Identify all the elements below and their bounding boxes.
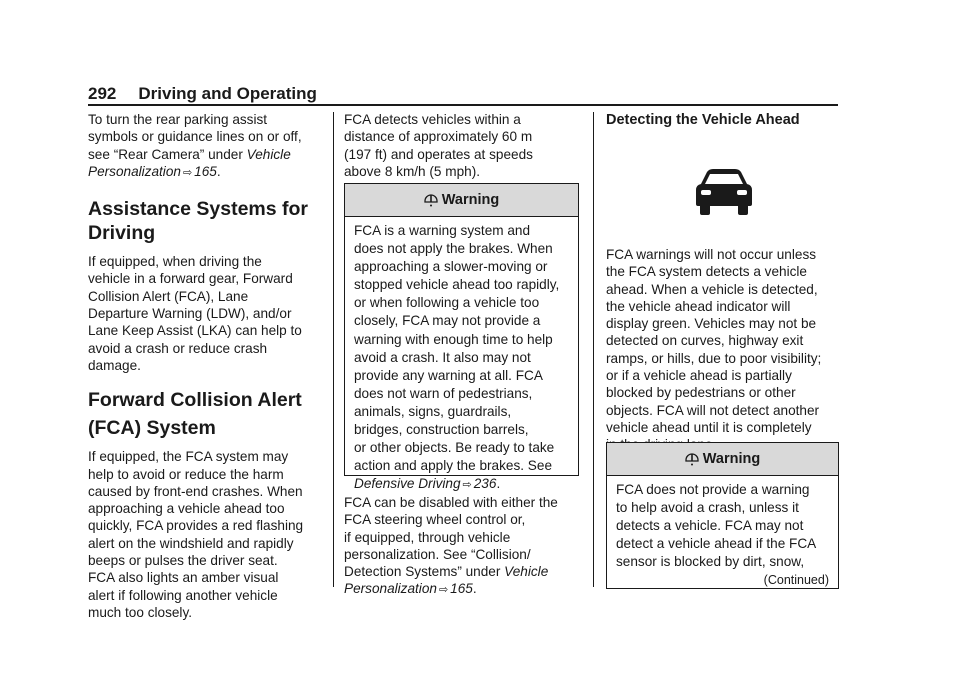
defensive-driving-page[interactable]: 236 <box>473 476 497 492</box>
intro-ref2-link[interactable]: Personalization <box>88 163 181 179</box>
column-3-body <box>606 246 846 454</box>
text-line: or other objects. Be ready to take <box>354 440 555 456</box>
vehicle-link[interactable]: Vehicle <box>504 564 549 580</box>
text-line: to help avoid a crash, unless it <box>616 500 799 516</box>
text-line: help to avoid or reduce the harm <box>88 466 284 482</box>
text-line: Departure Warning (LDW), and/or <box>88 306 292 322</box>
text-line: avoid a crash or reduce crash <box>88 340 268 356</box>
text-line: Collision Alert (FCA), Lane <box>88 288 249 304</box>
text-line: animals, signs, guardrails, <box>354 403 512 419</box>
intro-line-1: To turn the rear parking assist <box>88 112 268 127</box>
text-line: ramps, or hills, due to poor visibility; <box>606 350 822 366</box>
text-line: display green. Vehicles may not be <box>606 316 817 332</box>
text-line: if equipped, through vehicle <box>344 529 511 545</box>
intro-line-2: symbols or guidance lines on or off, <box>88 129 302 145</box>
text-line: avoid a crash. It also may not <box>354 349 531 365</box>
warning-box-detect <box>606 442 839 589</box>
text-line: quickly, FCA provides a red flashing <box>88 518 304 534</box>
text-line: the FCA system detects a vehicle <box>606 264 807 280</box>
text-line: does not warn of pedestrians, <box>354 385 533 401</box>
text-line: personalization. See “Collision/ <box>344 546 531 562</box>
text-line: ahead. When a vehicle is detected, <box>606 281 818 297</box>
intro-line-3 <box>88 146 328 163</box>
text-line: detects a vehicle. FCA may not <box>616 518 804 534</box>
page-ref-arrow-icon: ⇨ <box>182 166 193 179</box>
text-line: FCA warnings will not occur unless <box>606 247 817 262</box>
defensive-driving-link[interactable]: Defensive Driving <box>354 476 461 492</box>
warning-header <box>345 184 578 217</box>
heading-detecting: Detecting the Vehicle Ahead <box>606 112 800 128</box>
warning-header <box>607 443 838 476</box>
text-line: or when following a vehicle too <box>354 295 540 311</box>
warning-body <box>345 217 578 494</box>
para2-end: . <box>472 581 477 597</box>
text-line: FCA can be disabled with either the <box>344 495 558 510</box>
text-line: beeps or pulses the driver seat. <box>88 553 278 569</box>
text-line: bridges, construction barrels, <box>354 422 529 438</box>
text-line: FCA detects vehicles within a <box>344 112 521 127</box>
heading-fca-1: Forward Collision Alert <box>88 389 302 412</box>
text-line: alert on the windshield and rapidly <box>88 535 294 551</box>
heading-assistance-2: Driving <box>88 222 156 245</box>
text-line: closely, FCA may not provide a <box>354 313 541 329</box>
text-line: If equipped, the FCA system may <box>88 449 289 465</box>
text-line: approaching a vehicle ahead too <box>88 501 285 517</box>
text-line: approaching a slower-moving or <box>354 259 548 275</box>
header-rule <box>88 104 838 106</box>
text-line: FCA also lights an amber visual <box>88 570 279 586</box>
page-ref-arrow-icon: ⇨ <box>438 584 449 597</box>
column-3 <box>606 111 846 129</box>
text-line: provide any warning at all. FCA <box>354 367 543 383</box>
text-line: vehicle ahead until it is completely <box>606 419 812 435</box>
page-ref-arrow-icon: ⇨ <box>462 479 472 492</box>
column-2-lower <box>344 494 589 600</box>
text-line: If equipped, when driving the <box>88 254 262 270</box>
warning-body <box>607 476 838 590</box>
column-divider-2 <box>593 112 594 587</box>
text-line: above 8 km/h (5 mph). <box>344 163 480 179</box>
text-line <box>344 563 589 580</box>
column-1 <box>88 111 328 621</box>
text-line: action and apply the brakes. See <box>354 458 552 474</box>
warning-triangle-icon <box>424 193 438 208</box>
intro-ref-prefix: see “Rear Camera” under <box>88 146 247 162</box>
intro-line-4 <box>88 163 328 182</box>
heading-assistance-1: Assistance Systems for <box>88 198 309 221</box>
intro-ref2-page[interactable]: 165 <box>194 163 217 179</box>
warning-box-fca <box>344 183 579 492</box>
intro-ref-link[interactable]: Vehicle <box>246 146 291 162</box>
text-line: FCA steering wheel control or, <box>344 512 526 528</box>
column-divider-1 <box>333 112 334 587</box>
text-line: alert if following another vehicle <box>88 587 278 603</box>
text-line: FCA is a warning system and <box>354 223 531 238</box>
warning-triangle-icon <box>685 452 699 467</box>
assistance-paragraph <box>88 253 328 374</box>
text-line: Lane Keep Assist (LKA) can help to <box>88 323 302 339</box>
warning-ref-line <box>354 475 569 494</box>
heading-fca-2: (FCA) System <box>88 417 216 440</box>
text-line: detected on curves, highway exit <box>606 333 804 349</box>
warning-label: Warning <box>441 192 500 208</box>
text-line: damage. <box>88 357 141 373</box>
para2-ref-prefix: Detection Systems” under <box>344 564 505 580</box>
personalization-link[interactable]: Personalization <box>344 581 437 597</box>
warning-label: Warning <box>702 451 761 467</box>
text-line: blocked by pedestrians or other <box>606 385 796 401</box>
fca-paragraph <box>88 448 328 621</box>
text-line: sensor is blocked by dirt, snow, <box>616 554 805 570</box>
text-line: (197 ft) and operates at speeds <box>344 146 533 162</box>
warning-ref-end: . <box>496 476 501 492</box>
text-line: the vehicle ahead indicator will <box>606 298 791 314</box>
text-line: much too closely. <box>88 604 193 620</box>
text-line: caused by front-end crashes. When <box>88 483 303 499</box>
page-header <box>88 84 838 104</box>
text-line: FCA does not provide a warning <box>616 482 810 497</box>
text-line: distance of approximately 60 m <box>344 129 533 145</box>
text-line <box>344 580 589 599</box>
page-number: 292 <box>88 84 117 103</box>
personalization-page[interactable]: 165 <box>450 581 473 597</box>
vehicle-ahead-icon <box>695 168 753 216</box>
text-line: stopped vehicle ahead too rapidly, <box>354 277 560 293</box>
text-line: objects. FCA will not detect another <box>606 402 820 418</box>
text-line: detect a vehicle ahead if the FCA <box>616 536 817 552</box>
text-line: warning with enough time to help <box>354 331 553 347</box>
column-2 <box>344 111 584 180</box>
text-line: does not apply the brakes. When <box>354 241 553 257</box>
section-title: Driving and Operating <box>138 84 317 103</box>
text-line: vehicle in a forward gear, Forward <box>88 271 293 287</box>
intro-ref2-end: . <box>216 163 221 179</box>
text-line: or if a vehicle ahead is partially <box>606 368 792 384</box>
continued-label: (Continued) <box>763 573 829 588</box>
